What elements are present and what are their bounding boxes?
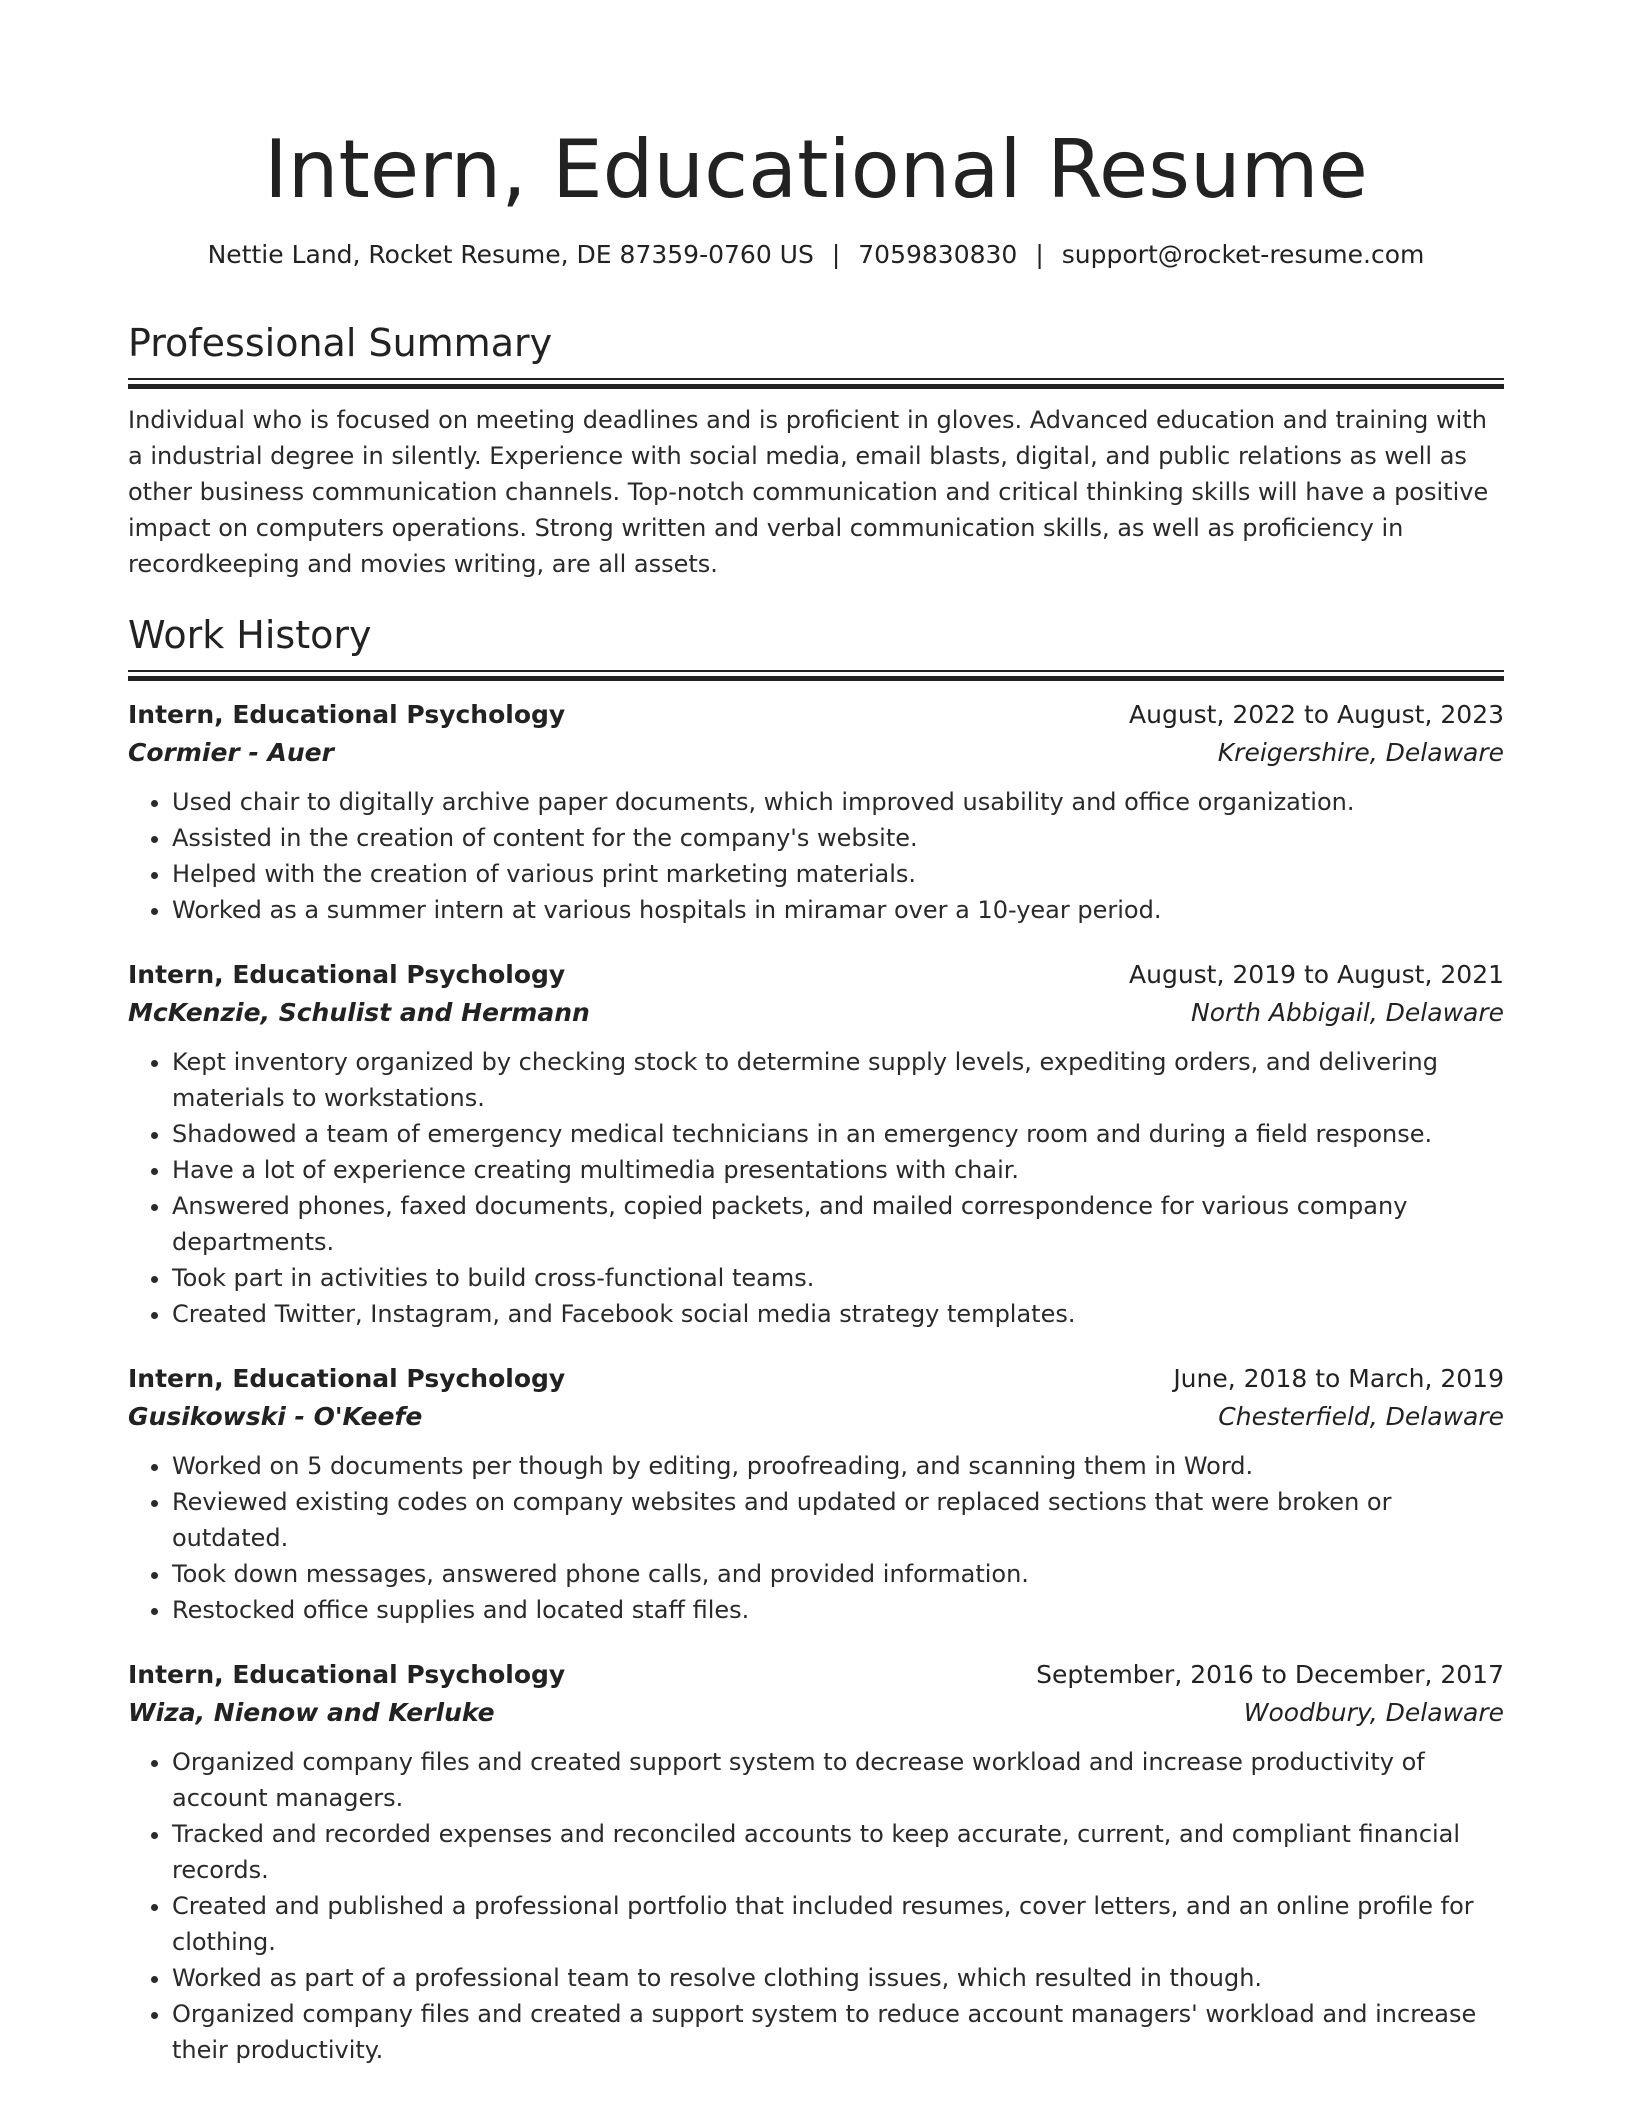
- job-title: Intern, Educational Psychology: [128, 960, 566, 989]
- job-entry: [128, 1656, 1504, 2068]
- contact-email: support@rocket-resume.com: [1061, 240, 1425, 269]
- job-entry: [128, 956, 1504, 1332]
- summary-section: [128, 318, 1504, 582]
- job-company: Wiza, Nienow and Kerluke: [128, 1698, 495, 1727]
- job-bullet-list: [128, 784, 1504, 928]
- job-bullet: • Shadowed a team of emergency medical technicians in an emergency room and during a field response.: [172, 1116, 1504, 1152]
- job-bullet: • Helped with the creation of various print marketing materials.: [172, 856, 1504, 892]
- job-location: Chesterfield, Delaware: [1218, 1402, 1504, 1431]
- contact-phone: 7059830830: [858, 240, 1018, 269]
- job-dates: August, 2019 to August, 2021: [1129, 960, 1504, 989]
- job-bullet: • Organized company files and created a support system to reduce account managers' workload and increase their productivity.: [172, 1996, 1504, 2068]
- contact-separator: |: [1035, 240, 1044, 269]
- job-company: Cormier - Auer: [128, 738, 334, 767]
- job-bullet-list: [128, 1744, 1504, 2068]
- work-history-section: [128, 610, 1504, 2068]
- job-company: Gusikowski - O'Keefe: [128, 1402, 423, 1431]
- job-bullet: • Answered phones, faxed documents, copied packets, and mailed correspondence for various company departments.: [172, 1188, 1504, 1260]
- job-bullet: • Worked on 5 documents per though by editing, proofreading, and scanning them in Word.: [172, 1448, 1504, 1484]
- job-bullet: • Worked as a summer intern at various hospitals in miramar over a 10-year period.: [172, 892, 1504, 928]
- job-bullet: • Used chair to digitally archive paper documents, which improved usability and office organization.: [172, 784, 1504, 820]
- job-header-row: [128, 956, 1504, 994]
- job-bullet: • Created and published a professional portfolio that included resumes, cover letters, and an online profile for clothing.: [172, 1888, 1504, 1960]
- job-dates: September, 2016 to December, 2017: [1036, 1660, 1504, 1689]
- section-divider: [128, 670, 1504, 682]
- contact-separator: |: [831, 240, 841, 269]
- job-title: Intern, Educational Psychology: [128, 1660, 566, 1689]
- job-header-row: [128, 696, 1504, 734]
- job-bullet: • Have a lot of experience creating multimedia presentations with chair.: [172, 1152, 1504, 1188]
- contact-address: Nettie Land, Rocket Resume, DE 87359-0760 US: [207, 240, 814, 269]
- page-title: Intern, Educational Resume: [264, 123, 1368, 216]
- job-title: Intern, Educational Psychology: [128, 700, 566, 729]
- contact-line: [128, 238, 1504, 272]
- section-divider: [128, 378, 1504, 390]
- job-location: North Abbigail, Delaware: [1191, 998, 1504, 1027]
- job-list: [128, 696, 1504, 2068]
- job-bullet: • Created Twitter, Instagram, and Facebook social media strategy templates.: [172, 1296, 1504, 1332]
- job-location: Woodbury, Delaware: [1243, 1698, 1504, 1727]
- job-bullet-list: [128, 1448, 1504, 1628]
- job-bullet: • Took down messages, answered phone calls, and provided information.: [172, 1556, 1504, 1592]
- job-dates: August, 2022 to August, 2023: [1129, 700, 1504, 729]
- job-location: Kreigershire, Delaware: [1217, 738, 1504, 767]
- summary-text: Individual who is focused on meeting deadlines and is proficient in gloves. Advanced education and training with a industrial degree in silently. Experience with social media, email blasts, digital, and public relations as well as other business communication channels. Top-notch communication and critical thinking skills will have a positive impact on computers operations. Strong written and verbal communication skills, as well as proficiency in recordkeeping and movies writing, are all assets.: [128, 406, 1489, 578]
- job-bullet: • Worked as part of a professional team to resolve clothing issues, which resulted in though.: [172, 1960, 1504, 1996]
- job-bullet: • Organized company files and created support system to decrease workload and increase productivity of account managers.: [172, 1744, 1504, 1816]
- summary-heading: Professional Summary: [128, 321, 553, 365]
- job-bullet: • Kept inventory organized by checking stock to determine supply levels, expediting orders, and delivering materials to workstations.: [172, 1044, 1504, 1116]
- job-bullet: • Took part in activities to build cross-functional teams.: [172, 1260, 1504, 1296]
- job-company-row: [128, 734, 1504, 772]
- job-company-row: [128, 994, 1504, 1032]
- job-title: Intern, Educational Psychology: [128, 1364, 566, 1393]
- job-company-row: [128, 1694, 1504, 1732]
- job-entry: [128, 696, 1504, 928]
- job-entry: [128, 1360, 1504, 1628]
- job-dates: June, 2018 to March, 2019: [1173, 1364, 1504, 1393]
- job-bullet: • Tracked and recorded expenses and reconciled accounts to keep accurate, current, and compliant financial records.: [172, 1816, 1504, 1888]
- job-bullet: • Restocked office supplies and located staff files.: [172, 1592, 1504, 1628]
- job-company: McKenzie, Schulist and Hermann: [128, 998, 590, 1027]
- job-bullet: • Assisted in the creation of content for the company's website.: [172, 820, 1504, 856]
- job-header-row: [128, 1360, 1504, 1398]
- job-company-row: [128, 1398, 1504, 1436]
- job-bullet-list: [128, 1044, 1504, 1332]
- job-bullet: • Reviewed existing codes on company websites and updated or replaced sections that were broken or outdated.: [172, 1484, 1504, 1556]
- job-header-row: [128, 1656, 1504, 1694]
- work-history-heading: Work History: [128, 613, 372, 657]
